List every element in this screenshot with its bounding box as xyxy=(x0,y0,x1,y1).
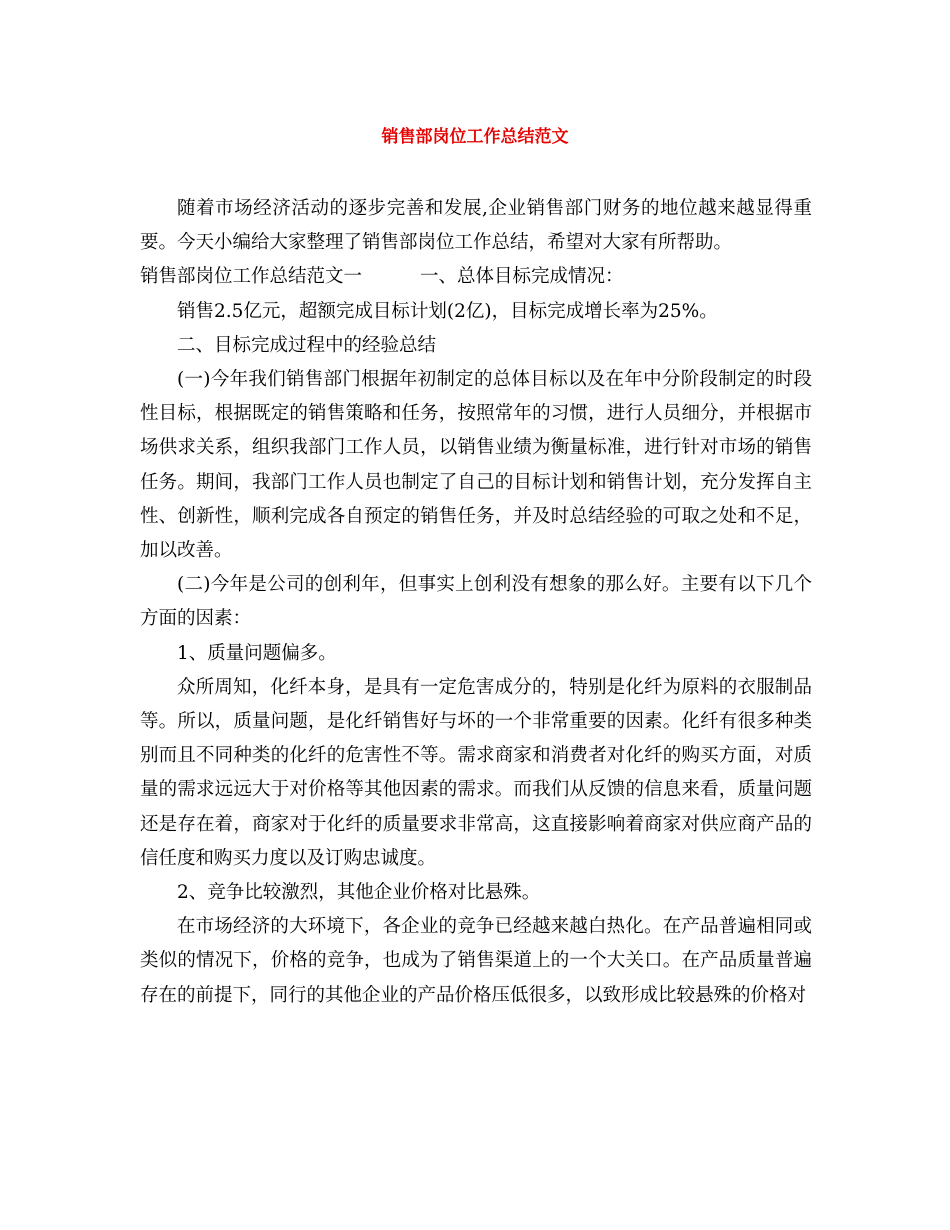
factor2-heading: 2、竞争比较激烈，其他企业价格对比悬殊。 xyxy=(177,882,541,904)
point1-paragraph: (一)今年我们销售部门根据年初制定的总体目标以及在年中分阶段制定的时段性目标，根据既定的销售策略和任务，按照常年的习惯，进行人员细分，并根据市场供求关系，组织我部门工作人员，以销售业绩为衡量标准，进行针对市场的销售任务。期间，我部门工作人员也制定了自己的目标计划和销售计划，充分发挥自主性、创新性，顺利完成各自预定的销售任务，并及时总结经验的可取之处和不足，加以改善。 xyxy=(140,369,812,562)
factor2-paragraph: 在市场经济的大环境下，各企业的竞争已经越来越白热化。在产品普遍相同或类似的情况下，价格的竞争，也成为了销售渠道上的一个大关口。在产品质量普遍存在的前提下，同行的其他企业的产品价格压低很多，以致形成比较悬殊的价格对 xyxy=(140,916,812,1006)
sales-paragraph: 销售2.5亿元，超额完成目标计划(2亿)，目标完成增长率为25%。 xyxy=(177,300,718,322)
intro-paragraph: 随着市场经济活动的逐步完善和发展,企业销售部门财务的地位越来越显得重要。今天小编给大家整理了销售部岗位工作总结，希望对大家有所帮助。 xyxy=(140,198,812,254)
section1-heading: 一、总体目标完成情况： xyxy=(420,266,624,288)
document-body xyxy=(140,192,812,1013)
document-title: 销售部岗位工作总结范文 xyxy=(381,127,569,147)
section2-heading: 二、目标完成过程中的经验总结 xyxy=(177,334,437,356)
sample-heading: 销售部岗位工作总结范文一 xyxy=(140,266,363,288)
point2-paragraph: (二)今年是公司的创利年，但事实上创利没有想象的那么好。主要有以下几个方面的因素： xyxy=(140,574,812,630)
sample-heading-line xyxy=(140,260,812,294)
factor1-heading: 1、质量问题偏多。 xyxy=(177,642,337,664)
factor1-paragraph: 众所周知，化纤本身，是具有一定危害成分的，特别是化纤为原料的衣服制品等。所以，质量问题，是化纤销售好与坏的一个非常重要的因素。化纤有很多种类别而且不同种类的化纤的危害性不等。需求商家和消费者对化纤的购买方面，对质量的需求远远大于对价格等其他因素的需求。而我们从反馈的信息来看，质量问题还是存在着，商家对于化纤的质量要求非常高，这直接影响着商家对供应商产品的信任度和购买力度以及订购忠诚度。 xyxy=(140,676,812,869)
